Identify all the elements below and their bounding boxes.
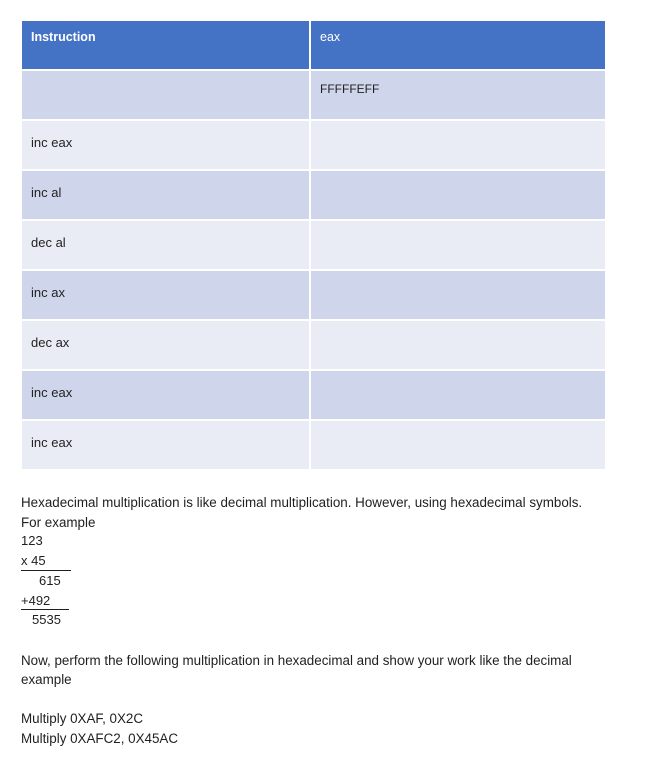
instruction-cell: inc eax [22,121,309,169]
table-row [22,321,605,369]
example-multiplier: x 45 [21,553,46,568]
table-row [22,271,605,319]
eax-cell [311,321,605,369]
eax-cell [311,171,605,219]
task-1: Multiply 0XAF, 0X2C [21,711,144,726]
table-row [22,71,605,119]
table-row [22,171,605,219]
instruction-cell: dec al [22,221,309,269]
eax-cell [311,371,605,419]
eax-cell [311,271,605,319]
table-header-row [22,21,605,69]
header-eax: eax [311,21,605,69]
eax-cell: FFFFFEFF [311,71,605,119]
header-instruction: Instruction [22,21,309,69]
example-rule-2 [21,609,69,610]
table-row [22,121,605,169]
table-row [22,221,605,269]
instruction-cell: inc ax [22,271,309,319]
instructions-line-1: Now, perform the following multiplication in hexadecimal and show your work like the decimal [21,653,572,668]
instruction-cell [22,71,309,119]
example-result: 5535 [32,612,61,627]
instructions-line-2: example [21,672,72,687]
example-rule-1 [21,570,71,571]
example-multiplicand: 123 [21,533,43,548]
eax-cell [311,421,605,469]
intro-line-2: For example [21,515,96,530]
example-partial-2: +492 [21,593,51,608]
example-partial-1: 615 [39,573,61,588]
register-trace-table [20,19,607,471]
table-row [22,421,605,469]
task-2: Multiply 0XAFC2, 0X45AC [21,731,179,746]
instruction-cell: inc al [22,171,309,219]
instruction-cell: inc eax [22,371,309,419]
table-row [22,371,605,419]
eax-cell [311,121,605,169]
instruction-cell: dec ax [22,321,309,369]
eax-cell [311,221,605,269]
intro-line-1: Hexadecimal multiplication is like decimal multiplication. However, using hexadecimal symbols. [21,495,583,510]
instruction-cell: inc eax [22,421,309,469]
